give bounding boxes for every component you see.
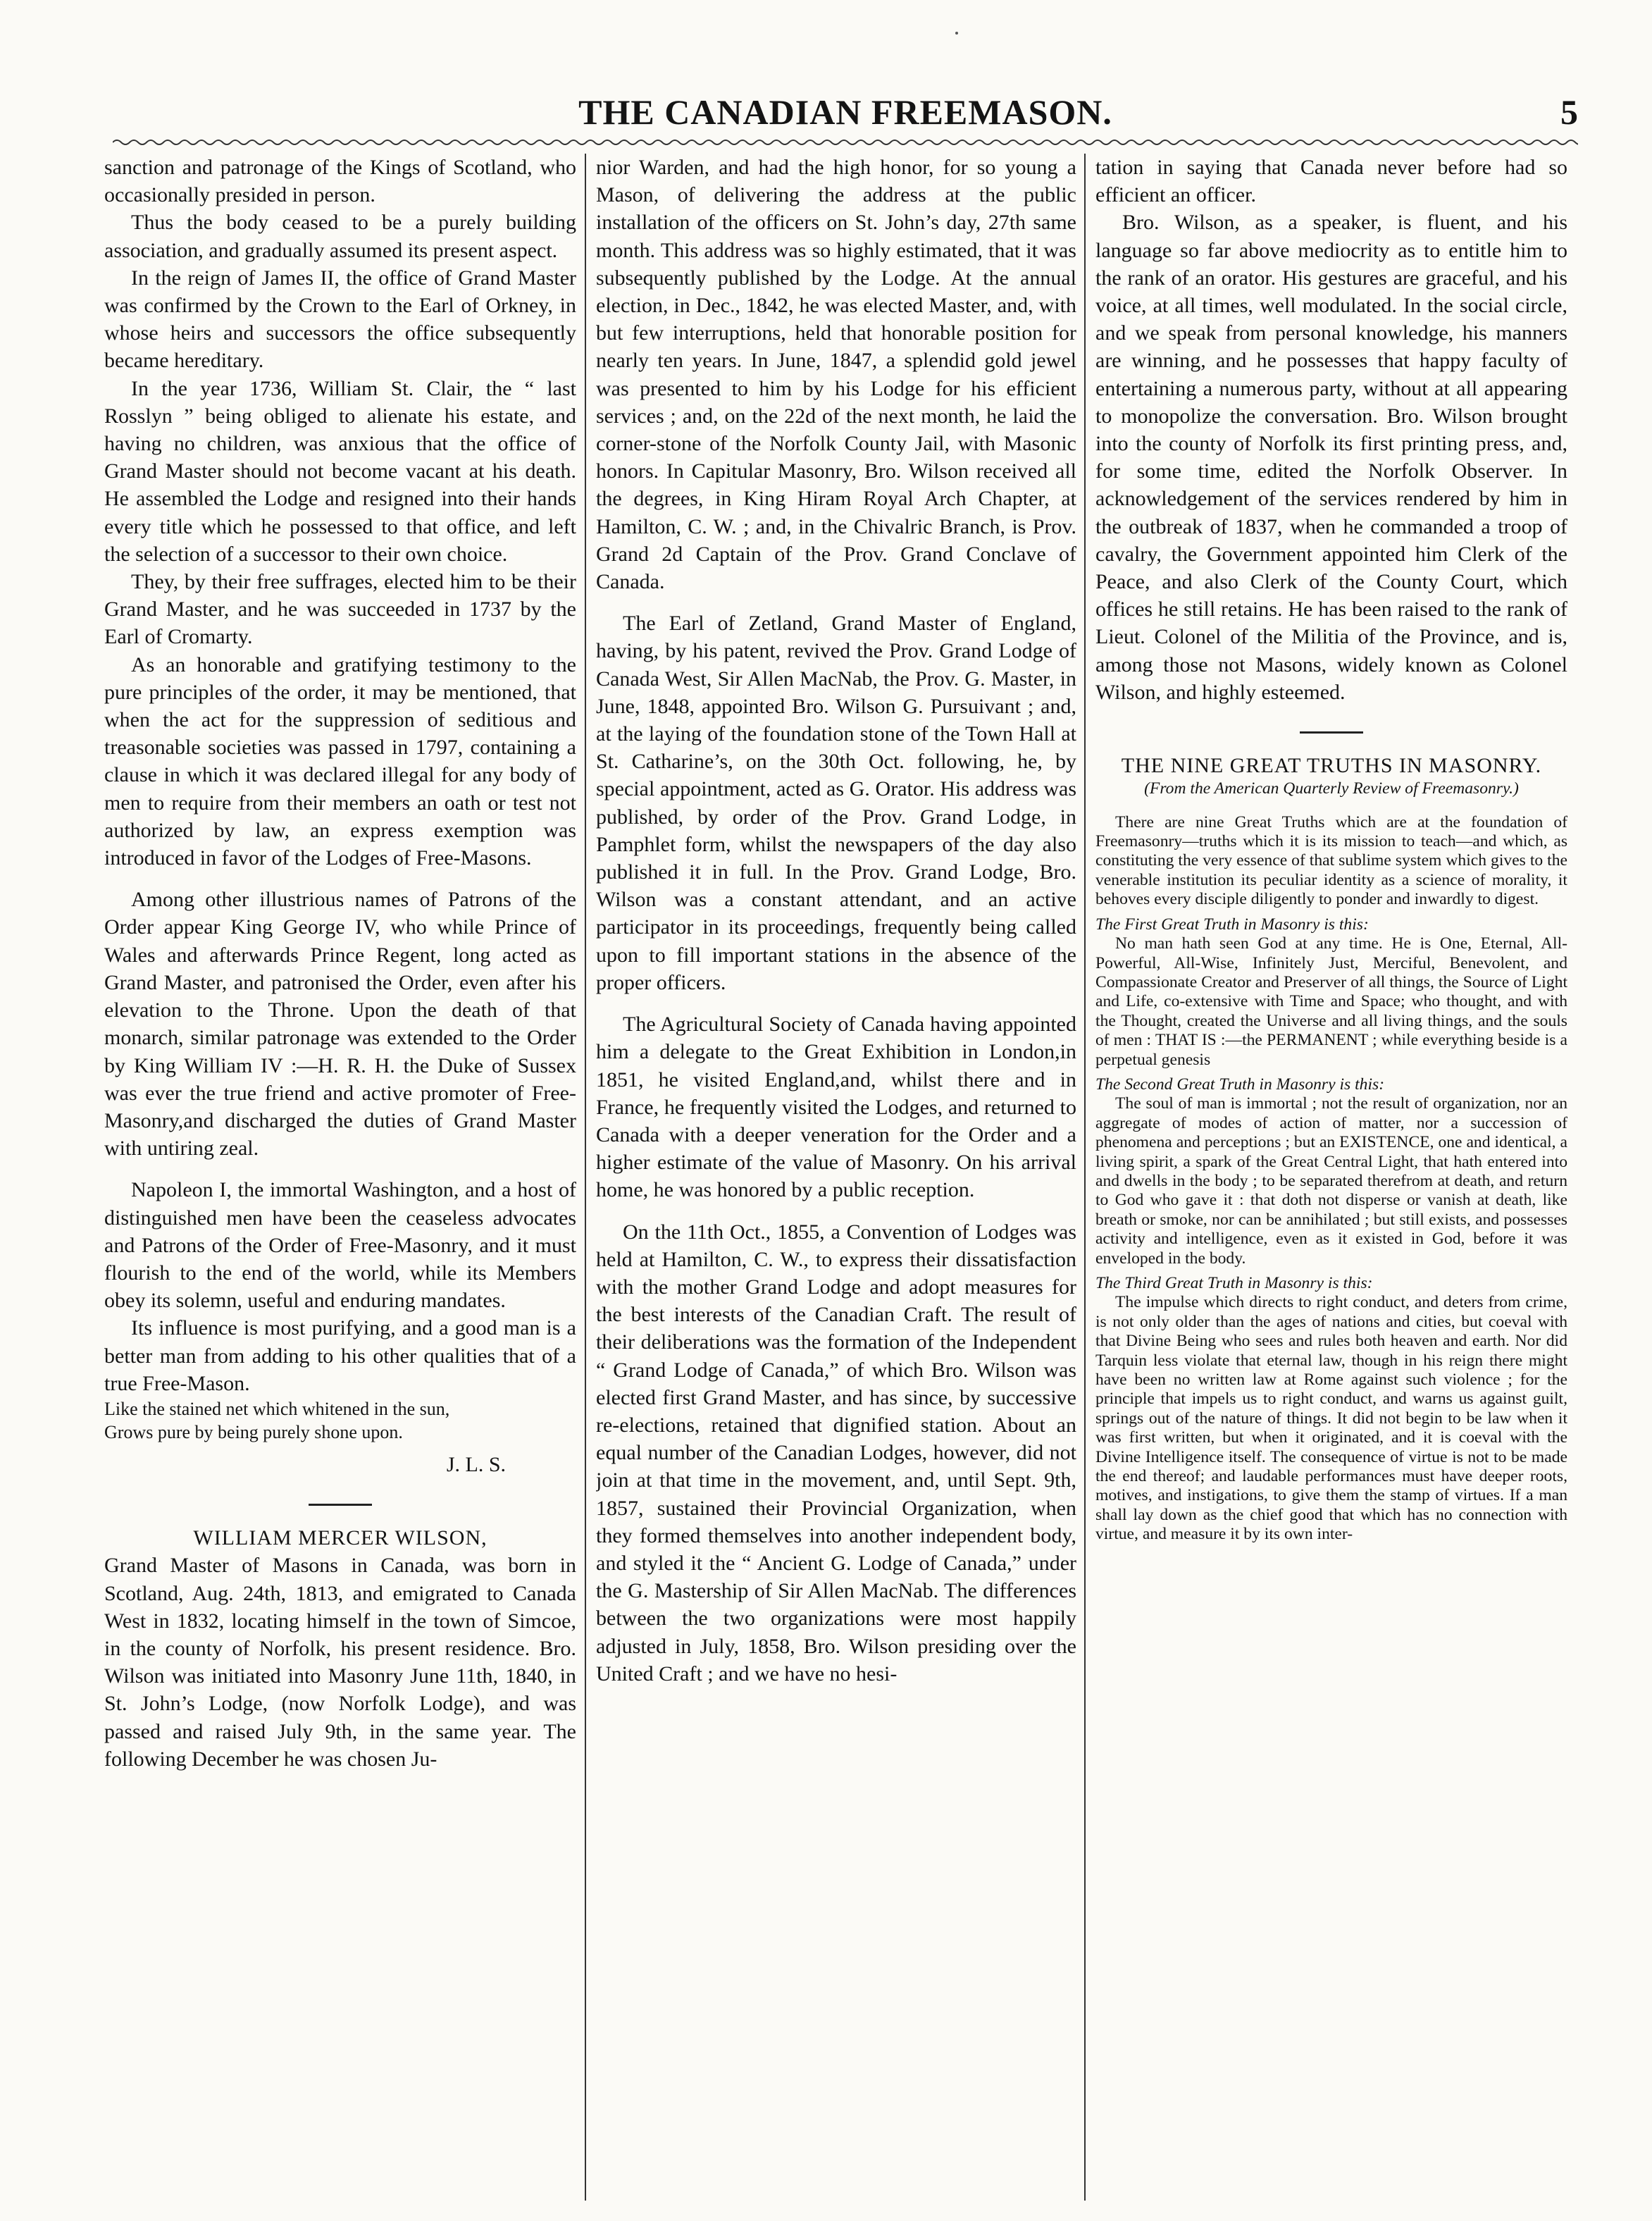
article-paragraph: The Agricultural Society of Canada having appointed him a delegate to the Great Exhibition in London,in 1851, he visited England,and, whilst there and in France, he frequently visited the Lodges, and returned to Canada with a deeper veneration for the Order and a higher estimate of the value of Masonry. On his arrival home, he was honored by a public reception. [596, 1013, 1076, 1202]
article-paragraph: They, by their free suffrages, elected him to be their Grand Master, and he was succeeded in 1737 by the Earl of Cromarty. [104, 570, 576, 649]
column-rule-1 [585, 154, 586, 2201]
article-paragraph: Among other illustrious names of Patrons of the Order appear King George IV, who while Prince of Wales and afterwards Prince Regent, long acted as Grand Master, and patronised the Order, even after his elevation to the Throne. Upon the death of that monarch, similar patronage was extended to the Order by King William IV :—H. R. H. the Duke of Sussex was ever the true friend and active promoter of Free-Masonry,and discharged the duties of Grand Master with untiring zeal. [104, 888, 576, 1161]
article-paragraph: In the reign of James II, the office of Grand Master was confirmed by the Crown to the Earl of Orkney, in whose heirs and successors the office subsequently became hereditary. [104, 266, 576, 373]
truth-text: The soul of man is immortal ; not the result of organization, nor an aggregate of modes of action of matter, nor a succession of phenomena and perceptions ; but an EXISTENCE, one and identical, a living spirit, a spark of the Great Central Light, that hath entered into and dwells in the body ; to be separated therefrom at death, and return to God who gave it : that doth not disperse or vanish at death, like breath or smoke, nor can be annihilated ; but still exists, and possesses activity and intelligence, even as it existed in God, before it was enveloped in the body. [1095, 1094, 1567, 1268]
speck-mark [955, 32, 958, 35]
column-2 [596, 154, 1076, 2203]
poem-line: Grows pure by being purely shone upon. [104, 1421, 403, 1442]
truths-heading: THE NINE GREAT TRUTHS IN MASONRY. [1121, 754, 1542, 778]
truth-text: The impulse which directs to right conduct, and deters from crime, is not only older than the ages of nations and cities, but coeval with that Divine Being who sees and rules both heaven and earth. Nor did Tarquin less violate that eternal law, though in his reign there might have been no written law at Rome against such violence ; for the principle that impels us to right conduct, and warns us against guilt, springs out of the nature of things. It did not begin to be law when it was first written, but when it originated, and it is coeval with the Divine Intelligence itself. The consequence of virtue is not to be made the end thereof; and laudable performances must have deeper roots, motives, and instigations, to give them the stamp of virtues. If a man shall lay down as the chief good that which has no connection with virtue, and measure it by its own inter- [1095, 1293, 1567, 1544]
truths-source: (From the American Quarterly Review of Freemasonry.) [1144, 779, 1519, 798]
header-wavy-rule [113, 137, 1578, 147]
article-paragraph: nior Warden, and had the high honor, for so young a Mason, of delivering the address at the public installation of the officers on St. John’s day, 27th same month. This address was so highly estimated, that it was subsequently published by the Lodge. At the annual election, in Dec., 1842, he was elected Master, and, with but few interruptions, held that honorable position for nearly ten years. In June, 1847, a splendid gold jewel was presented to him by his Lodge for his efficient services ; and, on the 22d of the next month, he laid the corner-stone of the Norfolk County Jail, with Masonic honors. In Capitular Masonry, Bro. Wilson received all the degrees, in King Hiram Royal Arch Chapter, at Hamilton, C. W. ; and, in the Chivalric Branch, is Prov. Grand 2d Captain of the Prov. Grand Conclave of Canada. [596, 156, 1076, 594]
article-paragraph: The Earl of Zetland, Grand Master of England, having, by his patent, revived the Prov. Grand Lodge of Canada West, Sir Allen MacNab, the Prov. G. Master, in June, 1848, appointed Bro. Wilson G. Pursuivant ; and, at the laying of the foundation stone of the Town Hall at St. Catharine’s, on the 30th Oct. following, he, by special appointment, acted as G. Orator. His address was published, by order of the Prov. Grand Lodge, in Pamphlet form, whilst the newspapers of the day also published it in full. In the Prov. Grand Lodge, Bro. Wilson was a constant attendant, and an active participator in its proceedings, frequently being called upon to fill important stations in the absence of the proper officers. [596, 612, 1076, 994]
article-paragraph: sanction and patronage of the Kings of Scotland, who occasionally presided in person. [104, 156, 576, 207]
truth-text: No man hath seen God at any time. He is One, Eternal, All-Powerful, All-Wise, Infinitely Just, Merciful, Benevolent, and Compassionate Creator and Preserver of all things, the Source of Light and Life, co-extensive with Time and Space; who thought, and with the Thought, created the Universe and all living things, and the souls of men : THAT IS :—the PERMANENT ; while everything beside is a perpetual genesis [1095, 934, 1567, 1069]
article-paragraph: Its influence is most purifying, and a good man is a better man from adding to his other qualities that of a true Free-Mason. [104, 1316, 576, 1395]
wilson-heading: WILLIAM MERCER WILSON, [193, 1526, 487, 1550]
truth-heading: The First Great Truth in Masonry is this: [1095, 915, 1369, 934]
column-3 [1095, 154, 1567, 2203]
column-rule-2 [1084, 154, 1086, 2201]
newspaper-title: THE CANADIAN FREEMASON. [578, 92, 1112, 132]
page-number: 5 [1560, 92, 1578, 132]
article-paragraph: tation in saying that Canada never before had so efficient an officer. [1095, 156, 1567, 207]
article-paragraph: Grand Master of Masons in Canada, was born in Scotland, Aug. 24th, 1813, and emigrated to Canada West in 1832, locating himself in the town of Simcoe, in the county of Norfolk, his present residence. Bro. Wilson was initiated into Masonry June 11th, 1840, in St. John’s Lodge, (now Norfolk Lodge), and was passed and raised July 9th, in the same year. The following December he was chosen Ju- [104, 1554, 576, 1771]
article-paragraph: Bro. Wilson, as a speaker, is fluent, and his language so far above mediocrity as to entitle him to the rank of an orator. His gestures are graceful, and his voice, at all times, well modulated. In the social circle, and we speak from personal knowledge, his manners are winning, and he possesses that happy faculty of entertaining a numerous party, without at all appearing to monopolize the conversation. Bro. Wilson brought into the county of Norfolk its first printing press, and, for some time, edited the Norfolk Observer. In acknowledgement of the services rendered by him in the outbreak of 1837, when he commanded a troop of cavalry, the Government appointed him Clerk of the Peace, and also Clerk of the County Court, which offices he still retains. He has been raised to the rank of Lieut. Colonel of the Militia of the Province, and is, among those not Masons, widely known as Colonel Wilson, and highly esteemed. [1095, 211, 1567, 704]
section-divider [309, 1504, 372, 1506]
article-paragraph: On the 11th Oct., 1855, a Convention of Lodges was held at Hamilton, C. W., to express their dissatisfaction with the mother Grand Lodge and adopt measures for the best interests of the Canadian Craft. The result of their deliberations was the formation of the Independent “ Grand Lodge of Canada,” of which Bro. Wilson was elected first Grand Master, and has since, by successive re-elections, retained that dignified station. About an equal number of the Canadian Lodges, however, did not join at that time in the movement, and, until Sept. 9th, 1857, sustained their Provincial Organization, when they formed themselves into another independent body, and styled it the “ Ancient G. Lodge of Canada,” under the G. Mastership of Sir Allen MacNab. The differences between the two organizations were most happily adjusted in July, 1858, Bro. Wilson presiding over the United Craft ; and we have no hesi- [596, 1220, 1076, 1685]
signature: J. L. S. [446, 1452, 506, 1476]
truths-intro: There are nine Great Truths which are at the foundation of Freemasonry—truths which it is its mission to teach—and which, as constituting the very essence of that sublime system which gives to the venerable institution its peculiar identity as a science of morality, it behoves every disciple diligently to ponder and inwardly to digest. [1095, 812, 1567, 909]
poem-line: Like the stained net which whitened in the sun, [104, 1398, 450, 1419]
article-paragraph: Thus the body ceased to be a purely building association, and gradually assumed its present aspect. [104, 211, 576, 262]
page-header [113, 86, 1578, 135]
article-paragraph: In the year 1736, William St. Clair, the “ last Rosslyn ” being obliged to alienate his estate, and having no children, was anxious that the office of Grand Master should not become vacant at his death. He assembled the Lodge and resigned into their hands every title which he possessed to that office, and left the selection of a successor to their own choice. [104, 376, 576, 566]
column-1 [104, 154, 576, 2203]
truth-heading: The Third Great Truth in Masonry is this: [1095, 1274, 1373, 1293]
article-paragraph: As an honorable and gratifying testimony to the pure principles of the order, it may be mentioned, that when the act for the suppression of seditious and treasonable societies was passed in 1797, containing a clause in which it was declared illegal for any body of men to require from their members an oath or test not authorized by law, an express exemption was introduced in favor of the Lodges of Free-Masons. [104, 652, 576, 870]
truth-heading: The Second Great Truth in Masonry is this: [1095, 1075, 1385, 1094]
section-divider [1300, 731, 1363, 734]
article-paragraph: Napoleon I, the immortal Washington, and a host of distinguished men have been the ceaseless advocates and Patrons of the Order of Free-Masonry, and it must flourish to the end of the world, while its Members obey its solemn, useful and enduring mandates. [104, 1178, 576, 1313]
